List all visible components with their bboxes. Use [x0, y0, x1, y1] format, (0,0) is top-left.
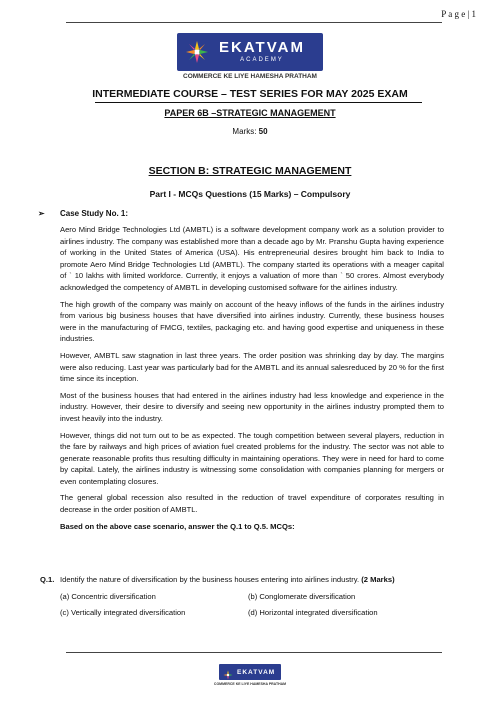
paper-title: PAPER 6B –STRATEGIC MANAGEMENT: [164, 108, 336, 118]
title-underline: [95, 102, 422, 103]
page-number: P a g e | 1: [441, 9, 476, 19]
case-instruction: Based on the above case scenario, answer the Q.1 to Q.5. MCQs:: [60, 521, 295, 531]
footer-rule: [66, 652, 442, 653]
brand-logo: [177, 33, 323, 71]
footer-logo-burst-icon: [223, 667, 233, 677]
paragraph: However, things did not turn out to be as expected. The tough competition between several players, reduction in the fare by railways and high prices of aviation fuel created problems for the industry. The sector was not able to generate reasonable profits thus resulting difficulty in maintaining operations. They were in need for hard to come by capital. Lately, the airlines industry is witnessing some consolidation with companies planning for mergers or even contemplating closures.: [60, 430, 444, 486]
question-text: Identify the nature of diversification by the business houses entering into airlines industry.: [60, 575, 360, 584]
option-c[interactable]: (c) Vertically integrated diversification: [60, 608, 186, 617]
logo-subtext: ACADEMY: [240, 57, 284, 63]
paragraph: The high growth of the company was mainly on account of the heavy inflows of the funds in the airlines industry from various big business houses that have diversified into airlines industry. Currently, these business houses were in the manufacturing of FMCG, textiles, packaging etc. and having good expertise and uniqueness in these industries.: [60, 299, 444, 344]
section-heading: SECTION B: STRATEGIC MANAGEMENT: [148, 165, 352, 177]
paragraph: Aero Mind Bridge Technologies Ltd (AMBTL) is a software development company work as a solution provider to airlines industry. The company was established more than a decade ago by Mr. Pranshu Gupta having experience of working in the United States of America (USA). His entrepreneurial desires brought him back to India to promote Aero Mind Bridge Technologies Ltd (AMBTL). The company started its operations with a meager capital of ` 10 lakhs with limited workforce. Currently, it enjoys a valuation of more than ` 50 crores. Almost everybody acknowledged the competency of AMBTL in developing customised software for the airlines industry.: [60, 225, 444, 292]
question-text-line: [60, 575, 450, 584]
question-marks: (2 Marks): [361, 575, 395, 584]
logo-burst-icon: [185, 40, 209, 64]
marks-line: [0, 127, 500, 136]
document-title: INTERMEDIATE COURSE – TEST SERIES FOR MAY 2025 EXAM: [92, 88, 408, 100]
part-heading: Part I - MCQs Questions (15 Marks) – Compulsory: [149, 189, 351, 199]
option-a[interactable]: (a) Concentric diversification: [60, 592, 156, 601]
logo-text: EKATVAM: [219, 39, 305, 56]
paragraph: Most of the business houses that had entered in the airlines industry had less knowledge and experience in the industry. However, their desire to diversify and seeing new opportunity in the airlines industry prompted them to invest heavily into the industry.: [60, 390, 444, 423]
arrow-bullet-icon: ➢: [38, 209, 45, 218]
tagline: COMMERCE KE LIYE HAMESHA PRATHAM: [183, 73, 317, 80]
footer-logo-text: EKATVAM: [237, 668, 276, 676]
header-rule: [66, 22, 442, 23]
paragraph: The general global recession also resulted in the reduction of travel expenditure of corporates resulting in decrease in the order position of AMBTL.: [60, 493, 444, 515]
marks-value: 50: [258, 127, 268, 136]
case-study-body: [60, 224, 444, 537]
footer-tagline: COMMERCE KE LIYE HAMESHA PRATHAM: [213, 682, 287, 686]
footer-logo: [219, 664, 281, 680]
option-d[interactable]: (d) Horizontal integrated diversification: [248, 608, 378, 617]
case-study-label: Case Study No. 1:: [60, 209, 129, 218]
paragraph: However, AMBTL saw stagnation in last three years. The order position was shrinking day by day. The margins were also reducing. Last year was particularly bad for the AMBTL and its annual salesreduced by 20 % for the first time since its inception.: [60, 350, 444, 384]
marks-label: Marks:: [232, 127, 257, 136]
question-number: Q.1.: [40, 575, 55, 584]
option-b[interactable]: (b) Conglomerate diversification: [248, 592, 356, 601]
